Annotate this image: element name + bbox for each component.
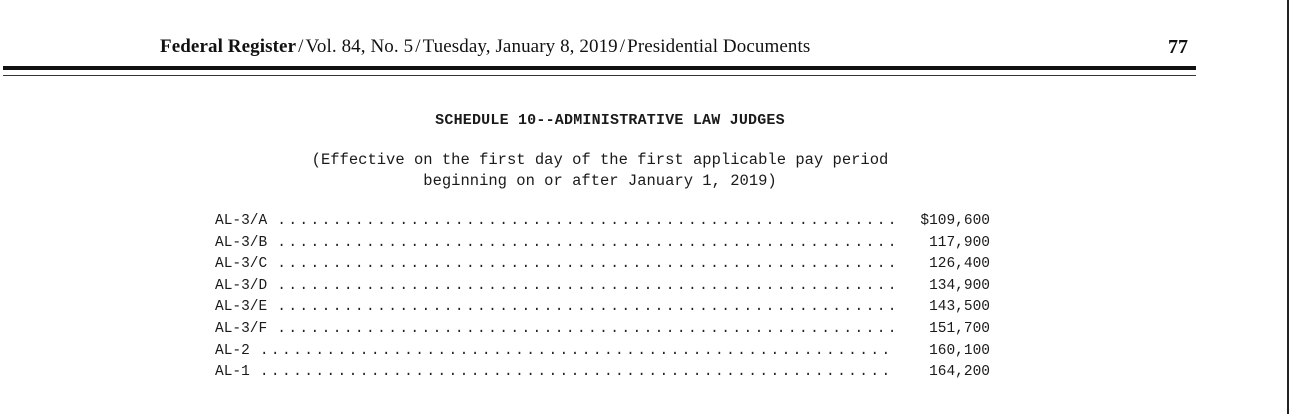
header-separator: / xyxy=(619,36,626,57)
pay-row xyxy=(215,299,990,321)
pay-grade: AL-1 xyxy=(215,364,250,381)
publication-name: Federal Register xyxy=(160,36,297,57)
pay-amount: $109,600 xyxy=(920,213,990,229)
pay-row xyxy=(215,256,990,278)
issue-date: Tuesday, January 8, 2019 xyxy=(422,36,618,57)
pay-grade: AL-3/C xyxy=(215,256,268,273)
pay-grade: AL-3/F xyxy=(215,320,268,337)
pay-amount: 117,900 xyxy=(929,234,990,251)
pay-grade: AL-3/E xyxy=(215,299,268,316)
pay-amount: 164,200 xyxy=(929,364,990,381)
pay-row xyxy=(215,364,990,386)
pay-amount: 134,900 xyxy=(929,277,990,294)
pay-grade: AL-3/B xyxy=(215,234,268,251)
pay-row xyxy=(215,321,990,343)
schedule-image xyxy=(205,98,995,398)
effective-note: (Effective on the first day of the first applicable pay period beginning on or after January 1, 2019) xyxy=(311,151,889,190)
pay-row xyxy=(215,278,990,300)
page-edge xyxy=(1287,0,1289,414)
pay-row xyxy=(215,343,990,365)
dot-leader xyxy=(277,321,894,337)
dot-leader xyxy=(277,299,894,315)
running-header xyxy=(160,36,810,58)
dot-leader xyxy=(277,278,894,294)
dot-leader xyxy=(277,213,894,229)
pay-amount: 160,100 xyxy=(929,342,990,359)
section-name: Presidential Documents xyxy=(627,36,811,57)
page-number: 77 xyxy=(1168,36,1188,58)
header-separator: / xyxy=(415,36,421,57)
pay-amount: 143,500 xyxy=(929,299,990,316)
pay-amount: 151,700 xyxy=(929,320,990,337)
pay-table xyxy=(215,213,990,386)
dot-leader xyxy=(260,364,894,380)
pay-row xyxy=(215,235,990,257)
header-rule-thick xyxy=(3,66,1196,70)
header-separator: / xyxy=(298,36,304,57)
pay-grade: AL-2 xyxy=(215,342,250,359)
pay-amount: 126,400 xyxy=(929,256,990,273)
dot-leader xyxy=(260,343,894,359)
dot-leader xyxy=(277,256,894,272)
volume-info: Vol. 84, No. 5 xyxy=(305,36,414,57)
dot-leader xyxy=(277,235,894,251)
schedule-title: SCHEDULE 10--ADMINISTRATIVE LAW JUDGES xyxy=(435,112,785,129)
header-rule-thin xyxy=(3,75,1196,76)
pay-grade: AL-3/A xyxy=(215,213,268,229)
pay-grade: AL-3/D xyxy=(215,277,268,294)
pay-row xyxy=(215,213,990,235)
